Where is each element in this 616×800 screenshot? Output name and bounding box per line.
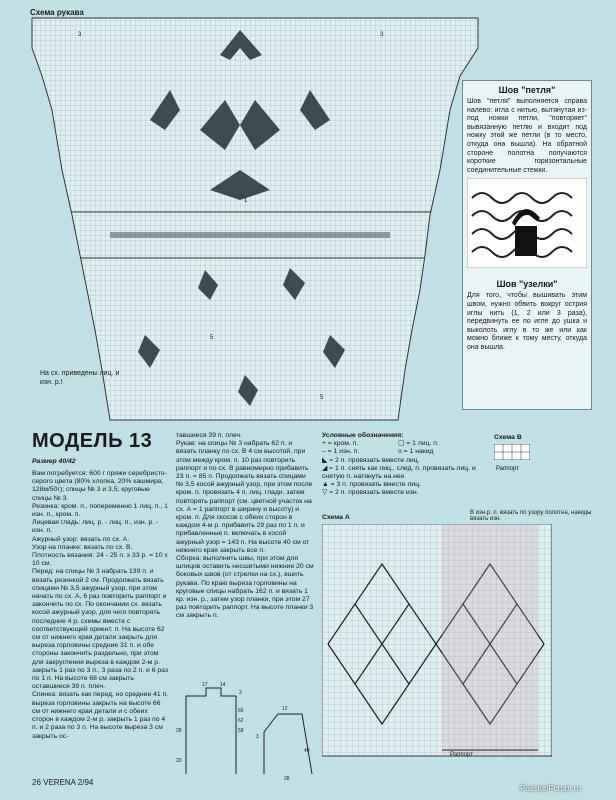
legend-item-edge bbox=[322, 440, 398, 448]
dim-14: 14 bbox=[220, 682, 226, 688]
sleeve-text: Рукав: на спицы № 3 набрать 62 п. и вязать планку по сх. В 4 см высотой, при этом между кром. п. 10 раз повторить раппорт и по сх. В равномерно прибавить 23 п. = 85 п. Продолжать вязать спицами № 3,5 косой ажурный узор, при этом после кром. п. провязать 4 п. лиц. глади, затем повторять раппорт (см. цветной участок на сх. А = 1 раппорт в ширину и высоту) и кром. п. Для скосов с обеих сторон в каждом 4-м р. прибавить 29 раз по 1 п. и прибавленные п. включать в косой ажурный узор = 143 п. На высоте 40 см от нижнего края закрыть все п. bbox=[176, 440, 313, 554]
mark-3-left: 3 bbox=[78, 32, 82, 38]
legend-item-k3tog bbox=[322, 481, 482, 489]
legend-text-purl: = 1 изн. п. bbox=[327, 448, 360, 456]
legend-symbol-knit: ▢ bbox=[398, 440, 405, 448]
lace-text: Ажурный узор: вязать по сх. А. bbox=[32, 535, 130, 543]
garment-schematic bbox=[176, 682, 316, 782]
legend-item-k2tog bbox=[322, 457, 482, 465]
legend-item-skp bbox=[322, 465, 482, 481]
legend-text-p2tog: = 2 п. провязать вместе изн. bbox=[329, 489, 419, 497]
schema-b-title: Схема B bbox=[494, 434, 522, 441]
materials-text: Вам потребуется: 600 г пряжи серебристо-серого цвета (80% хлопка, 20% кашмира; 128м/50г); спицы № 3 и 3,5; круговые спицы № 3. bbox=[32, 470, 167, 502]
legend-item-purl bbox=[322, 448, 398, 456]
front-text: Перед: на спицы № 3 набрать 139 п. и вязать резинкой 2 см. Продолжать вязать спицами № 3,5 ажурный узор, при этом начать по сх. А, 6 раз повторить раппорт и закончить по сх. По окончании сх. вязать косой ажурный узор, для чего повторять последние 4 р. схемы вместе с соответствующей ориент. п. На высоте 62 см от нижнего края детали закрыть для выреза горловины средние 31 п. и обе стороны закончить раздельно, при этом для закругления выреза в каждом 2-м р. закрыть 1 раз по 3 п., 3 раза по 2 п. и 6 раз по 1 п. На высоте 68 см закрыть оставшиеся 39 п. плеч. bbox=[32, 568, 168, 691]
legend-item-knit bbox=[398, 440, 474, 448]
legend-text-yo: = 1 накид bbox=[403, 448, 434, 456]
back-text: Спинка: вязать как перед, но средние 41 п. выреза горловины закрыть на высоте 66 см от нижнего края детали и с обеих сторон в каждом 2-м р. закрыть 1 раз по 4 п. и 2 раза по 3 п. На высоте выреза 3 см закрыть ос- bbox=[32, 691, 169, 740]
page-footer: 26 VERENA 2/94 bbox=[32, 778, 94, 787]
dim-17: 17 bbox=[202, 682, 208, 688]
legend-item-p2tog bbox=[322, 489, 482, 497]
dim-3b: 3 bbox=[256, 734, 259, 740]
legend bbox=[322, 432, 482, 498]
schema-b-rapport: Раппорт bbox=[496, 466, 519, 472]
mark-1: 1 bbox=[244, 198, 248, 204]
schema-a-rapport: Раппорт bbox=[450, 752, 473, 758]
legend-symbol-p2tog: ▽ bbox=[322, 489, 328, 497]
petlia-title: Шов "петля" bbox=[498, 85, 556, 95]
schema-b-chart bbox=[494, 444, 530, 460]
dim-12: 12 bbox=[282, 706, 288, 712]
legend-symbol-skp: ◢ bbox=[322, 464, 328, 472]
dim-62: 62 bbox=[238, 718, 244, 724]
watermark: PassionForum.ru bbox=[520, 784, 581, 793]
dim-3: 3 bbox=[239, 690, 242, 696]
placket-text: Узор на планке: вязать по сх. В. bbox=[32, 543, 133, 551]
legend-item-yo bbox=[398, 448, 474, 456]
mark-3-right: 3 bbox=[380, 32, 384, 38]
model-column-1 bbox=[32, 470, 170, 741]
legend-symbol-k2tog: ◣ bbox=[322, 456, 328, 464]
dim-28: 28 bbox=[176, 728, 182, 734]
legend-title: Условные обозначения: bbox=[322, 432, 404, 439]
dim-58: 58 bbox=[238, 728, 244, 734]
petlia-text: Шов "петля" выполняется справа налево: игла с нитью, вытянутая из-под ножки петли, "повторяет" вывязанную петлю и входит под ножку этой же петли (в то место, откуда она вышла). На обратной стороне полотна получаются короткие горизонтальные соединительные стежки. bbox=[467, 98, 587, 174]
dim-20: 20 bbox=[176, 758, 182, 764]
legend-symbol-edge: + bbox=[322, 440, 326, 448]
petlia-illustration bbox=[467, 178, 587, 268]
sleeve-chart-title: Схема рукава bbox=[30, 8, 84, 17]
sleeve-note: На сх. приведены лиц. и изн. р.! bbox=[40, 370, 120, 386]
model-title: МОДЕЛЬ 13 bbox=[32, 430, 153, 452]
stockinette-text: Лицевая гладь: лиц. р. - лиц. п., изн. р. - изн. п. bbox=[32, 519, 159, 535]
dim-66: 66 bbox=[238, 708, 244, 714]
assembly-text: Сборка: выполнить швы, при этом для шлицов оставить несшитыми нижние 20 см боковых швов (от стрелки на сх.), вшить рукава. По краю выреза горловины на круговые спицы набрать 162 п. и вязать 1 кр. изн. р., затем узор планки, при этом 27 раз повторить раппорт. На высоте планки 3 см закрыть п. bbox=[176, 555, 314, 620]
back-cont-text: тавшиеся 39 п. плеч. bbox=[176, 432, 242, 439]
legend-symbol-purl: – bbox=[322, 448, 326, 456]
legend-text-k2tog: = 2 п. провязать вместе лиц. bbox=[329, 456, 420, 464]
uzelki-text: Для того, чтобы вышивать этим швом, нужно обвить вокруг острия иглы нить (1, 2 или 3 раза), передвинуть ее по игле до ушка и выколоть иглу в то же или как можно ближе к тому месту, откуда она вышла. bbox=[467, 292, 587, 351]
legend-text-edge: = кром. п. bbox=[327, 440, 359, 448]
legend-text-knit: = 1 лиц. п. bbox=[406, 440, 439, 448]
schema-a-chart bbox=[322, 524, 552, 759]
dim-28b: 28 bbox=[284, 776, 290, 782]
schema-a-title: Схема А bbox=[322, 514, 350, 521]
uzelki-title: Шов "узелки" bbox=[496, 279, 558, 290]
gauge-text: Плотность вязания: 24 - 25 п. х 33 р. = 10 х 10 см. bbox=[32, 552, 168, 568]
rib-text: Резинка: кром. п., попеременно 1 лиц. п., 1 изн. п., кром. п. bbox=[32, 502, 168, 519]
mark-5-mid: 5 bbox=[210, 335, 214, 341]
legend-symbol-k3tog: ▲ bbox=[322, 481, 329, 489]
legend-text-k3tog: = 3 п. провязать вместе лиц. bbox=[330, 481, 421, 489]
schema-a-note: В изн.р. п. вязать по узору полотна, накиды вязать изн. bbox=[470, 510, 592, 522]
stitch-panel bbox=[462, 80, 592, 410]
model-size: Размер 40/42 bbox=[32, 458, 76, 465]
legend-symbol-yo: o bbox=[398, 448, 402, 456]
legend-text-skp: = 1 п. снять как лиц., след. п. провязать лиц. и снятую п. натянуть на нее bbox=[322, 464, 476, 481]
mark-5-low: 5 bbox=[320, 395, 324, 401]
dim-40: 40 bbox=[304, 748, 310, 754]
model-column-2 bbox=[176, 432, 314, 621]
